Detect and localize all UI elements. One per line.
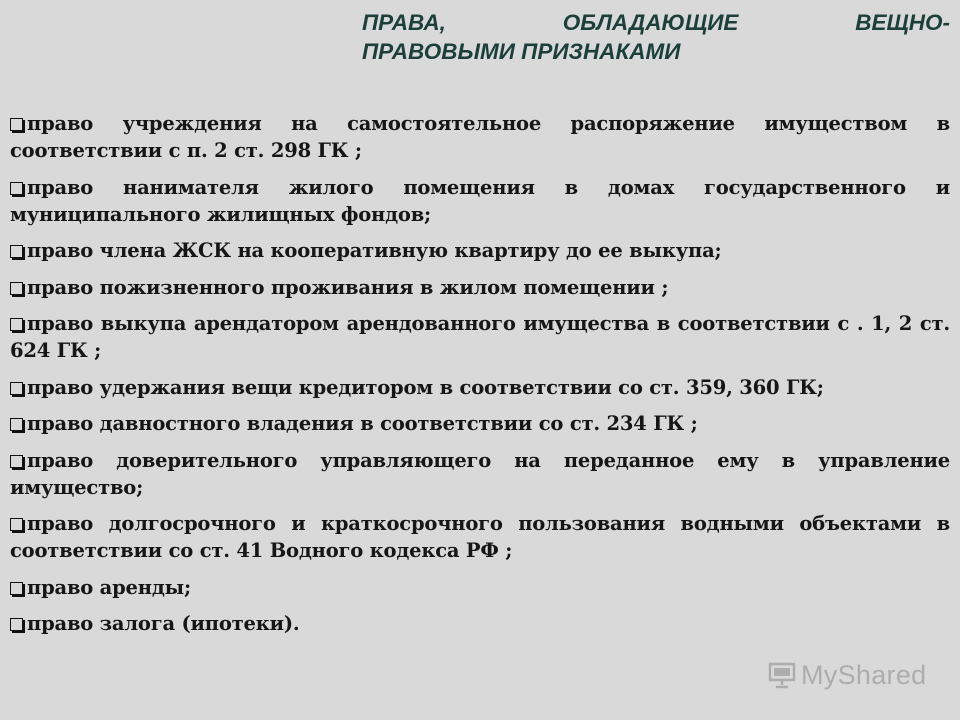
checkbox-bullet-icon — [10, 182, 23, 195]
list-item-text: право удержания вещи кредитором в соответствии со ст. 359, 360 ГК; — [27, 375, 824, 399]
list-item-text: право залога (ипотеки). — [27, 612, 300, 635]
list-item — [10, 574, 950, 601]
list-item — [10, 274, 950, 301]
list-item-text: право доверительного управляющего на переданное ему в управление имущество; — [10, 448, 950, 499]
checkbox-bullet-icon — [10, 318, 23, 331]
checkbox-bullet-icon — [10, 118, 23, 131]
list-item-text: право аренды; — [27, 575, 191, 599]
slide-title-line-2: ПРАВОВЫМИ ПРИЗНАКАМИ — [362, 39, 681, 64]
list-item — [10, 610, 950, 637]
list-item-text: право выкупа арендатором арендованного имущества в соответствии с . 1, 2 ст. 624 ГК ; — [10, 312, 950, 362]
checkbox-bullet-icon — [10, 518, 23, 531]
presentation-icon — [767, 660, 797, 690]
checkbox-bullet-icon — [10, 282, 23, 295]
list-item — [10, 174, 950, 228]
watermark-logo — [767, 655, 926, 695]
checkbox-bullet-icon — [10, 455, 23, 468]
list-item-text: право давностного владения в соответствии со ст. 234 ГК ; — [27, 412, 698, 435]
slide-title — [362, 8, 950, 66]
list-item — [10, 310, 950, 364]
list-item-text: право пожизненного проживания в жилом помещении ; — [27, 275, 669, 299]
slide-title-line-1: ПРАВА, ОБЛАДАЮЩИЕ ВЕЩНО- — [362, 10, 950, 35]
list-item-text: право члена ЖСК на кооперативную квартиру до ее выкупа; — [27, 239, 722, 262]
list-item — [10, 110, 950, 164]
list-item — [10, 447, 950, 501]
list-item — [10, 410, 950, 437]
watermark-text: MyShared — [801, 659, 927, 690]
list-item — [10, 374, 950, 401]
checkbox-bullet-icon — [10, 582, 23, 595]
checkbox-bullet-icon — [10, 418, 23, 431]
rights-list — [10, 110, 950, 647]
list-item — [10, 510, 950, 564]
list-item-text: право учреждения на самостоятельное распоряжение имуществом в соответствии с п. 2 ст. 298 ГК ; — [10, 112, 950, 162]
checkbox-bullet-icon — [10, 245, 23, 258]
list-item — [10, 237, 950, 264]
checkbox-bullet-icon — [10, 618, 23, 631]
list-item-text: право долгосрочного и краткосрочного пользования водными объектами в соответствии со ст. 41 Водного кодекса РФ ; — [10, 512, 950, 562]
list-item-text: право нанимателя жилого помещения в домах государственного и муниципального жилищных фондов; — [10, 175, 950, 226]
checkbox-bullet-icon — [10, 382, 23, 395]
